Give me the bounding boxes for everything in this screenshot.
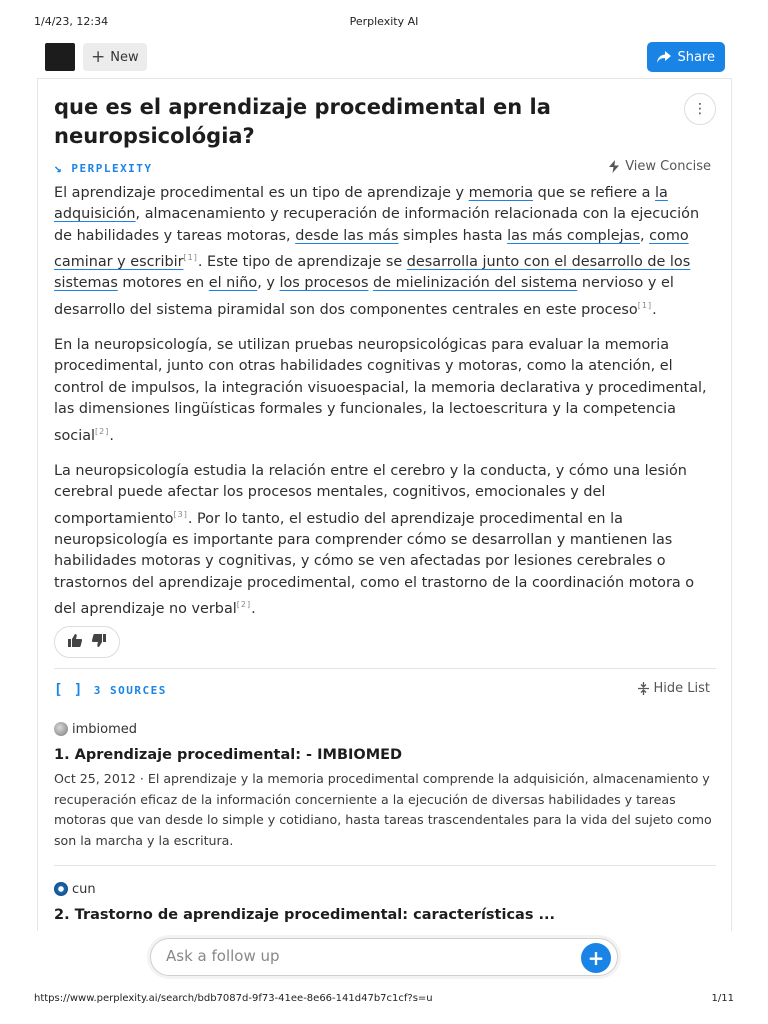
divider [54, 865, 716, 866]
answer-text: En la neuropsicología, se utilizan pruebas neuropsicológicas para evaluar la memoria procedimental, junto con otras habilidades cognitivas y motoras, como la atención, el control de impulsos, la integración visuoespacial, la memoria declarativa y procedimental, las dimensiones lingüísticas formales y funcionales, la lectoescritura y la competencia social [54, 337, 707, 444]
print-date: 1/4/23, 12:34 [34, 15, 109, 28]
print-title: Perplexity AI [349, 15, 419, 28]
source-item[interactable] [54, 880, 714, 925]
answer-link-desarrolla-junto[interactable]: desarrolla junto con el desarrollo de los sistemas [54, 254, 691, 292]
answer-text: . Por lo tanto, el estudio del aprendizaje procedimental en la neuropsicología es importante para comprender cómo se desarrollan y mantienen las habilidades motoras y cognitivas, y cómo se ven afectadas por lesiones cerebrales o trastornos del aprendizaje procedimental, como el trastorno de la coordinación motora o del aprendizaje no verbal [54, 510, 695, 617]
divider [54, 668, 716, 669]
citation-3[interactable]: [3] [173, 509, 188, 519]
sources-count: 3 SOURCES [93, 683, 167, 697]
perplexity-brand [54, 161, 153, 176]
thumbs-up-icon[interactable] [68, 634, 82, 650]
new-label: New [110, 49, 139, 65]
answer-text: motores en [117, 275, 209, 292]
answer-header [54, 161, 711, 179]
answer-link-el-nino[interactable]: el niño [208, 275, 258, 292]
question-title: que es el aprendizaje procedimental en la neuropsicológia? [54, 95, 551, 148]
plus-icon: + [587, 946, 605, 970]
source-site-name: imbiomed [72, 721, 138, 737]
hide-list-label: Hide List [653, 681, 710, 696]
source-snippet: Oct 25, 2012 · El aprendizaje y la memoria procedimental comprende la adquisición, almacenamiento y recuperación eficaz de la información concerniente a la ejecución de diversas habilidades y tareas motoras que van desde lo simple y cotidiano, hasta tareas trascendentales para la vida del sujeto como son la marcha y la escritura. [54, 771, 712, 848]
view-concise-label: View Concise [625, 159, 711, 174]
answer-text: . [652, 301, 657, 318]
print-url: https://www.perplexity.ai/search/bdb7087d-9f73-41ee-8e66-141d47b7c1cf?s=u [34, 993, 433, 1004]
answer-text: La neuropsicología estudia la relación entre el cerebro y la conducta, y cómo una lesión cerebral puede afectar los procesos mentales, cognitivos, emocionales y del comportamiento [54, 462, 687, 527]
plus-icon: + [91, 46, 106, 67]
answer-link-desde-las-mas[interactable]: desde las más [295, 227, 399, 244]
source-title[interactable]: 1. Aprendizaje procedimental: - IMBIOMED [54, 747, 403, 763]
source-title[interactable]: 2. Trastorno de aprendizaje procedimental: características ... [54, 907, 556, 923]
sources-header [54, 682, 710, 698]
answer-link-los-procesos[interactable]: los procesos [279, 275, 369, 292]
print-page-number: 1/11 [711, 993, 734, 1004]
answer-text: , almacenamiento y recuperación de información relacionada con la ejecución de habilidades y tareas motoras, [54, 206, 700, 244]
answer-body [54, 183, 714, 634]
share-label: Share [677, 49, 715, 65]
thread-card [37, 78, 732, 931]
answer-text: . [109, 427, 114, 444]
brackets-icon: [ ] [54, 682, 84, 698]
new-thread-button[interactable] [83, 43, 147, 71]
answer-text: que se refiere a [533, 185, 656, 201]
arrow-down-right-icon: ↘ [54, 161, 64, 176]
answer-paragraph-3 [54, 461, 714, 620]
more-vertical-icon: ⋮ [693, 101, 707, 117]
source-site-name: cun [72, 881, 96, 897]
answer-link-adquisicion[interactable]: la adquisición [54, 185, 668, 223]
brand-label: PERPLEXITY [71, 162, 153, 175]
follow-up-box [150, 938, 618, 976]
feedback-buttons [54, 626, 120, 658]
citation-1[interactable]: [1] [637, 300, 653, 310]
citation-2[interactable]: [2] [95, 426, 110, 436]
logo[interactable] [45, 43, 75, 71]
answer-text: . [251, 600, 256, 617]
lightning-icon [609, 160, 619, 173]
imbiomed-favicon-icon [54, 722, 68, 736]
source-site [54, 720, 714, 738]
view-concise-button[interactable] [609, 159, 711, 174]
source-site [54, 880, 714, 898]
answer-link-mielinizacion[interactable]: de mielinización del sistema [373, 275, 578, 292]
citation-2[interactable]: [2] [236, 600, 252, 610]
answer-text: El aprendizaje procedimental es un tipo de aprendizaje y [54, 185, 469, 201]
answer-text: , [639, 227, 650, 244]
sources-label [54, 682, 167, 698]
hide-list-button[interactable] [638, 681, 711, 696]
more-options-button[interactable] [684, 93, 716, 125]
source-item[interactable] [54, 720, 714, 851]
citation-1[interactable]: [1] [183, 253, 198, 263]
thumbs-down-icon[interactable] [92, 634, 106, 650]
print-header [0, 15, 768, 31]
share-icon [657, 51, 671, 63]
submit-button[interactable] [581, 943, 611, 973]
cun-favicon-icon [54, 882, 68, 896]
answer-text: . Este tipo de aprendizaje se [197, 254, 407, 271]
answer-link-caminar-escribir[interactable]: como caminar y escribir [54, 227, 689, 271]
answer-text: nervioso y el desarrollo del sistema piramidal son dos componentes centrales en este proceso [54, 275, 674, 318]
collapse-icon [638, 682, 649, 695]
answer-paragraph-1 [54, 183, 714, 321]
answer-text: simples hasta [398, 227, 508, 244]
answer-text: , y [257, 275, 280, 292]
answer-link-las-mas-complejas[interactable]: las más complejas [507, 227, 640, 244]
top-bar [45, 42, 725, 72]
follow-up-input[interactable] [166, 947, 566, 965]
answer-link-memoria[interactable]: memoria [468, 185, 534, 201]
answer-paragraph-2 [54, 335, 714, 447]
share-button[interactable] [647, 42, 725, 72]
